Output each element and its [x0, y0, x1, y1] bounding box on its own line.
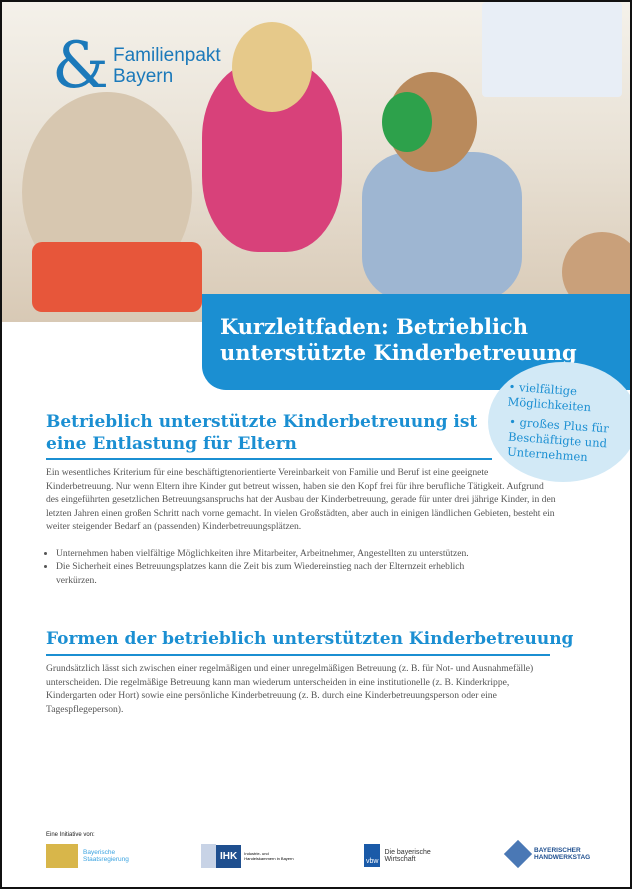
partner-logos: [46, 844, 591, 874]
vbw-badge: vbw: [364, 844, 380, 867]
logo-line1: Familienpakt: [112, 45, 221, 66]
bullet-item: • Die Sicherheit eines Betreuungsplatzes kann die Zeit bis zum Wiedereinstieg nach der Elternzeit erheblich verkürzen.: [56, 560, 476, 587]
partner-handwerkstag: [508, 844, 599, 864]
ampersand-logo-icon: &: [52, 29, 109, 103]
bavaria-crest-icon: [46, 844, 78, 868]
divider: [46, 458, 492, 460]
page-title: Kurzleitfaden: Betrieblich unterstützte Kinderbetreuung: [220, 314, 577, 365]
partner-name: BAYERISCHER HANDWERKSTAG: [534, 847, 591, 861]
callout-circle: [488, 362, 632, 482]
callout-item: • vielfältige Möglichkeiten: [507, 379, 592, 415]
ihk-badge: IHK: [216, 845, 241, 868]
handwerk-logo-icon: [504, 840, 532, 868]
partner-ihk: [201, 844, 294, 868]
section1-paragraph: Ein wesentliches Kriterium für eine beschäftigtenorientierte Vereinbarkeit von Familie und Beruf ist eine geeignete Kinderbetreuung. Nur wenn Eltern ihre Kinder gut betreut wissen, haben sie den Kopf frei für ihre berufliche Tätigkeit. Aufgrund des eingeführten gesetzlichen Betreuungsanspruchs hat der Ausbau der Kinderbetreuung, gerade für unter drei jährige Kinder, in den letzten Jahren einen großen Schritt nach vorne gemacht. In vielen Großstädten, aber auch in einigen ländlichen Gebieten, besteht ein weiter steigender Bedarf an (passenden) Kinderbetreuungsplätzen.: [46, 467, 556, 532]
partner-vbw: [364, 844, 439, 867]
partner-staatsregierung: [46, 844, 131, 868]
partner-name: Industrie- und Handelskammern in Bayern: [244, 851, 294, 861]
partner-name: Die bayerische Wirtschaft: [384, 848, 431, 863]
partner-name: Bayerische Staatsregierung: [83, 849, 129, 863]
section1-heading: Betrieblich unterstützte Kinderbetreuung ist eine Entlastung für Eltern: [46, 412, 478, 454]
bullet-item: • Unternehmen haben vielfältige Möglichkeiten ihre Mitarbeiter, Arbeitnehmer, Angestellten zu unterstützen.: [56, 547, 556, 561]
initiative-label: Eine Initiative von:: [46, 832, 95, 838]
callout-item: • großes Plus für Beschäftigte und Unternehmen: [506, 414, 610, 465]
section2-heading: Formen der betrieblich unterstützten Kinderbetreuung: [46, 629, 574, 649]
familienpakt-logo: [52, 29, 221, 103]
divider: [46, 654, 550, 656]
footer-label: [46, 832, 95, 838]
logo-line2: Bayern: [112, 66, 174, 87]
section2-paragraph: Grundsätzlich lässt sich zwischen einer regelmäßigen und einer unregelmäßigen Betreuung (z. B. für Not- und Ausnahmefälle) unterscheiden. Die regelmäßige Betreuung kann man wiederum unterscheiden in eine institutionelle (z. B. Kinderkrippe, Kindergarten oder Hort) sowie eine persönliche Kinderbetreuung (z. B. durch eine Kinderbetreuungsperson oder eine Tagespflegeperson).: [46, 663, 534, 715]
section1-body: [46, 466, 556, 587]
section2-body: [46, 662, 556, 716]
ihk-diamond-icon: [201, 844, 216, 868]
